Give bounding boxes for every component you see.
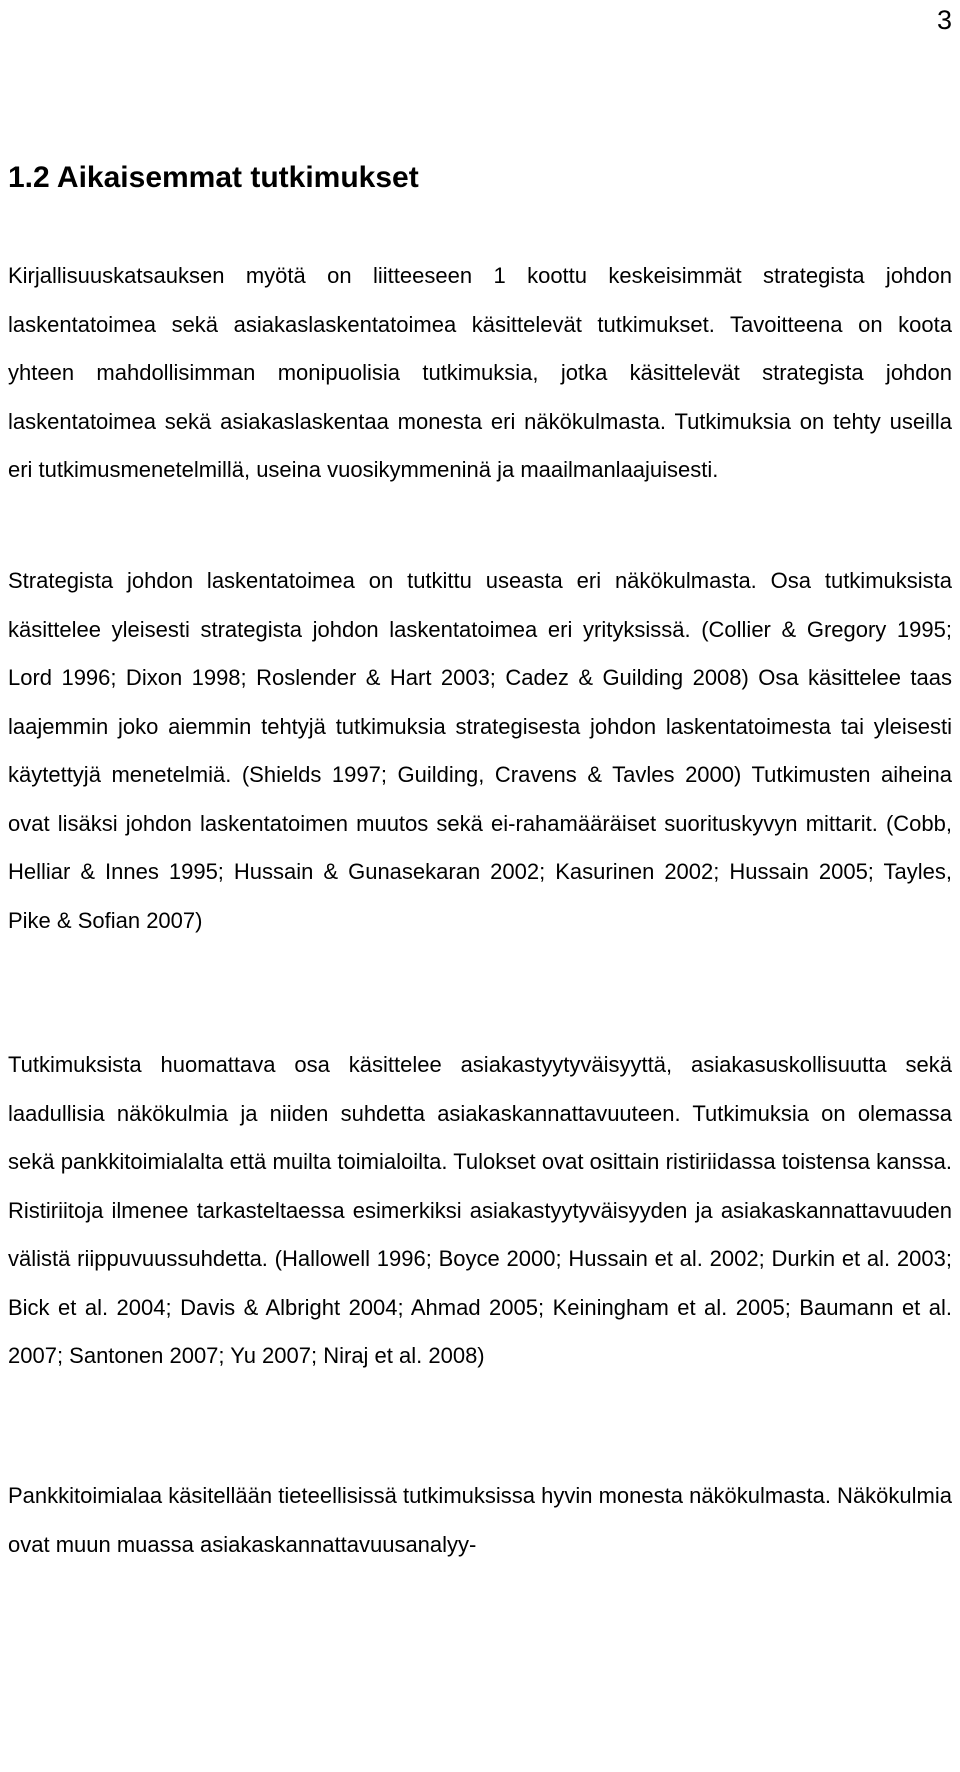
section-heading: 1.2 Aikaisemmat tutkimukset <box>8 161 419 194</box>
body-paragraph: Strategista johdon laskentatoimea on tutkittu useasta eri näkökulmasta. Osa tutkimuksista käsittelee yleisesti strategista johdon laskentatoimea eri yrityksissä. (Collier & Gregory 1995; Lord 1996; Dixon 1998; Roslender & Hart 2003; Cadez & Guilding 2008) Osa käsittelee taas laajemmin joko aiemmin tehtyjä tutkimuksia strategisesta johdon laskentatoimesta tai yleisesti käytettyjä menetelmiä. (Shields 1997; Guilding, Cravens & Tavles 2000) Tutkimusten aiheina ovat lisäksi johdon laskentatoimen muutos sekä ei-rahamääräiset suorituskyvyn mittarit. (Cobb, Helliar & Innes 1995; Hussain & Gunasekaran 2002; Kasurinen 2002; Hussain 2005; Tayles, Pike & Sofian 2007) <box>8 568 952 933</box>
body-paragraph: Kirjallisuuskatsauksen myötä on liitteeseen 1 koottu keskeisimmät strategista johdon laskentatoimea sekä asiakaslaskentatoimea käsittelevät tutkimukset. Tavoitteena on koota yhteen mahdollisimman monipuolisia tutkimuksia, jotka käsittelevät strategista johdon laskentatoimea sekä asiakaslaskentaa monesta eri näkökulmasta. Tutkimuksia on tehty useilla eri tutkimusmenetelmillä, useina vuosikymmeninä ja maailmanlaajuisesti. <box>8 263 952 482</box>
page-number: 3 <box>936 5 952 35</box>
body-paragraph: Pankkitoimialaa käsitellään tieteellisissä tutkimuksissa hyvin monesta näkökulmasta. Näkökulmia ovat muun muassa asiakaskannattavuusanalyy- <box>8 1483 952 1557</box>
body-paragraph: Tutkimuksista huomattava osa käsittelee asiakastyytyväisyyttä, asiakasuskollisuutta sekä laadullisia näkökulmia ja niiden suhdetta asiakaskannattavuuteen. Tutkimuksia on olemassa sekä pankkitoimialalta että muilta toimialoilta. Tulokset ovat osittain ristiriidassa toistensa kanssa. Ristiriitoja ilmenee tarkasteltaessa esimerkiksi asiakastyytyväisyyden ja asiakaskannattavuuden välistä riippuvuussuhdetta. (Hallowell 1996; Boyce 2000; Hussain et al. 2002; Durkin et al. 2003; Bick et al. 2004; Davis & Albright 2004; Ahmad 2005; Keiningham et al. 2005; Baumann et al. 2007; Santonen 2007; Yu 2007; Niraj et al. 2008) <box>8 1052 952 1368</box>
